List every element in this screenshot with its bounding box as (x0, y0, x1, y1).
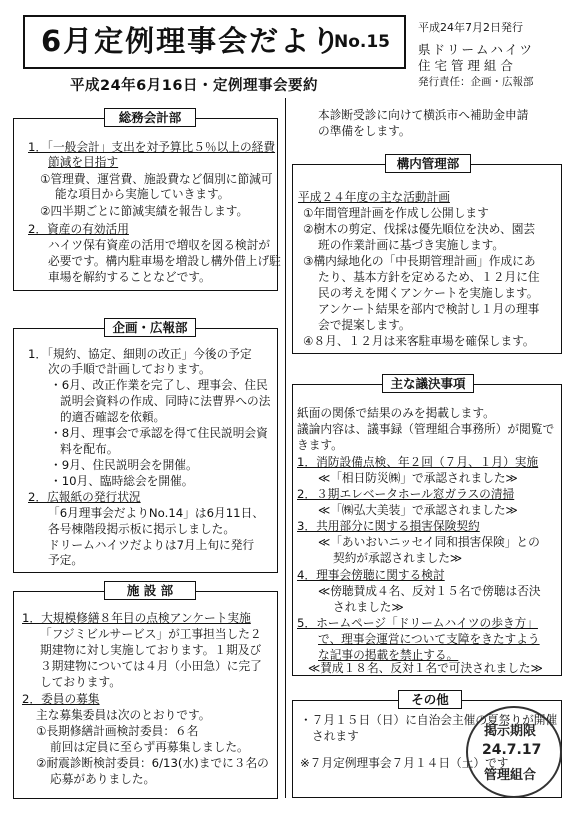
meeting-subtitle: 平成24年6月16日・定例理事会要約 (70, 78, 318, 94)
text-line: ・8月、理事会で承認を得て住民説明会資 (50, 426, 268, 440)
text-line: たり、基本方針を定めるため、１２月に住 (318, 270, 540, 284)
text-line: で、理事会運営について支障をきたすよう (318, 632, 540, 646)
text-line: されました≫ (333, 600, 404, 614)
text-line: 的適否確認を依頼。 (60, 410, 166, 424)
other-heading: その他 (398, 690, 462, 709)
text-line: 説明会資料の作成、同時に法曹界への法 (60, 394, 271, 408)
text-line: 必要です。構内駐車場を増設し構外借上げ駐 (48, 254, 281, 268)
text-line: ≪賛成１８名、反対１名で可決されました≫ (308, 661, 543, 675)
text-line: 契約が承認されました≫ (333, 551, 463, 565)
text-line: 3．共用部分に関する損害保険契約 (297, 519, 480, 533)
text-line: 班の作業計画に基づき実施します。 (318, 238, 505, 252)
issue-date: 平成24年7月2日発行 (418, 21, 523, 34)
org-name: 県ドリームハイツ (418, 42, 535, 57)
text-line: されます (312, 729, 359, 743)
text-line: ②四半期ごとに節減実績を報告します。 (40, 204, 249, 218)
text-line: 会で提案します。 (318, 318, 411, 332)
text-line: 1．消防設備点検、年２回（７月、１月）実施 (297, 455, 539, 469)
text-line: 5．ホームページ「ドリームハイツの歩き方」 (297, 616, 538, 630)
text-line: ※７月定例理事会７月１４日（土）です (300, 756, 509, 770)
text-line: な記事の掲載を禁止する。 (318, 648, 459, 662)
text-line: ≪「㈱弘大美装」で承認されました≫ (318, 503, 518, 517)
grounds-heading: 構内管理部 (385, 154, 471, 173)
facilities-heading: 施 設 部 (104, 581, 196, 600)
text-line: の準備をします。 (318, 124, 411, 138)
text-line: ①管理費、運営費、施設費など個別に節減可 (40, 172, 273, 186)
title-box (23, 15, 406, 69)
column-divider (285, 98, 286, 798)
text-line: ハイツ保有資産の活用で増収を図る検討が (48, 238, 271, 252)
text-line: 1．「規約、協定、細則の改正」今後の予定 (28, 347, 252, 361)
text-line: ・6月、改正作業を完了し、理事会、住民 (50, 378, 268, 392)
text-line: 各号棟階段掲示板に掲示しました。 (48, 522, 236, 536)
general-affairs-heading: 総務会計部 (104, 108, 196, 127)
text-line: 能な項目から実施していきます。 (55, 187, 230, 201)
text-line: 2．３期エレベータホール窓ガラスの清掃 (297, 487, 515, 501)
text-line: 「フジミビルサービス」が工事担当した２ (40, 627, 262, 641)
text-line: ３期建物については４月（小田急）に完了 (40, 659, 262, 673)
stamp-label: 掲示期限 (484, 724, 537, 739)
text-line: ①長期修繕計画検討委員：６名 (36, 724, 199, 738)
text-line: きます。 (297, 438, 343, 452)
text-line: アンケート結果を部内で検討し１月の理事 (318, 302, 540, 316)
text-line: ③構内緑地化の「中長期管理計画」作成にあ (303, 254, 536, 268)
text-line: 予定。 (48, 553, 84, 567)
text-line: しております。 (40, 675, 121, 689)
text-line: 車場を解約することなどです。 (48, 270, 211, 284)
text-line: 節減を目指す (48, 155, 119, 169)
text-line: 主な募集委員は次のとおりです。 (36, 708, 211, 722)
org-name-2: 住 宅 管 理 組 合 (418, 58, 513, 73)
text-line: 応募がありました。 (50, 772, 156, 786)
text-line: ②樹木の剪定、伐採は優先順位を決め、園芸 (303, 222, 536, 236)
text-line: ・9月、住民説明会を開催。 (50, 458, 198, 472)
text-line: 平成２４年度の主な活動計画 (298, 190, 450, 204)
text-line: 本診断受診に向けて横浜市へ補助金申請 (318, 108, 529, 122)
text-line: 期建物に対し実施しております。１期及び (40, 643, 262, 657)
text-line: 次の手順で計画しております。 (48, 362, 211, 376)
text-line: 料を配布。 (60, 442, 119, 456)
text-line: 議論内容は、議事録（管理組合事務所）が閲覧で (297, 422, 555, 436)
text-line: ・７月１５日（日）に自治会主催の夏祭りが開催 (300, 713, 558, 727)
planning-pr-heading: 企画・広報部 (104, 318, 196, 337)
stamp-org: 管理組合 (484, 768, 537, 783)
text-line: ≪「あいおいニッセイ同和損害保険」との (318, 535, 540, 549)
text-line: 2．資産の有効活用 (28, 222, 129, 236)
resolutions-heading: 主な議決事項 (382, 374, 474, 393)
text-line: 民の考えを聞くアンケートを実施します。 (318, 286, 539, 300)
text-line: ≪傍聴賛成４名、反対１５名で傍聴は否決 (318, 584, 541, 598)
text-line: 4．理事会傍聴に関する検討 (297, 568, 445, 582)
text-line: 2．広報紙の発行状況 (28, 490, 141, 504)
newsletter-title: 6月定例理事会だより (41, 24, 343, 58)
text-line: 前回は定員に至らず再募集しました。 (50, 740, 249, 754)
text-line: 1．「一般会計」支出を対予算比５％以上の経費 (28, 140, 276, 154)
text-line: ドリームハイツだよりは7月上旬に発行 (48, 538, 255, 552)
text-line: ≪「相日防災㈱」で承認されました≫ (318, 471, 518, 485)
text-line: 2．委員の募集 (22, 692, 100, 706)
publisher: 発行責任：企画・広報部 (418, 76, 534, 88)
text-line: ・10月、臨時総会を開催。 (50, 474, 194, 488)
text-line: 紙面の関係で結果のみを掲載します。 (297, 406, 495, 420)
issue-number: No.15 (333, 32, 390, 52)
text-line: 「6月理事会だよりNo.14」は6月11日、 (48, 506, 264, 520)
text-line: ②耐震診断検討委員：6/13(水)までに３名の (36, 756, 269, 770)
text-line: ①年間管理計画を作成し公開します (303, 206, 489, 220)
text-line: ④８月、１２月は来客駐車場を確保します。 (303, 334, 535, 348)
stamp-date: 24.7.17 (482, 742, 542, 758)
text-line: 1．大規模修繕８年目の点検アンケート実施 (22, 611, 251, 625)
